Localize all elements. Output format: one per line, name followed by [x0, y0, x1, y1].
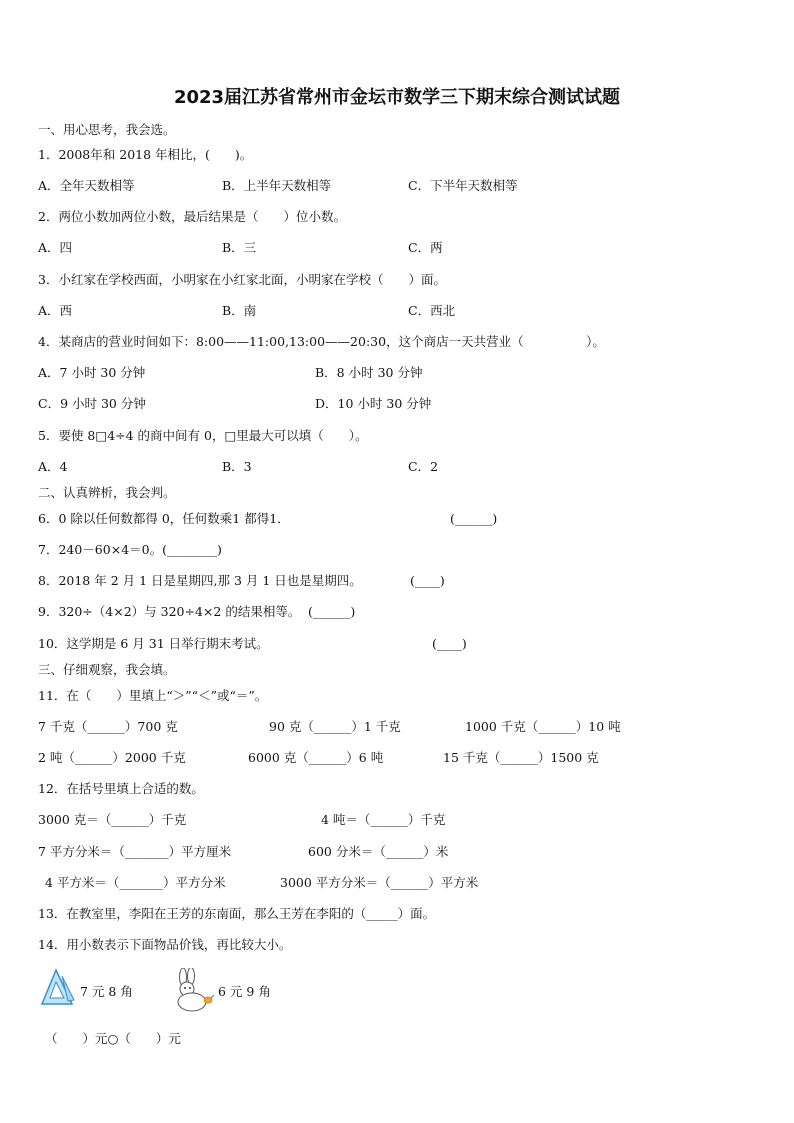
question-4-option-b: B．8 小时 30 分钟	[315, 365, 423, 380]
question-12-item: 7 平方分米＝（_______）平方厘米	[38, 844, 232, 859]
question-11-item: 90 克（______）1 千克	[269, 719, 401, 734]
question-4-option-a: A．7 小时 30 分钟	[38, 365, 146, 380]
question-3-option-b: B．南	[222, 303, 257, 318]
question-1-option-b: B．上半年天数相等	[222, 178, 332, 193]
question-5-option-a: A．4	[38, 459, 68, 474]
question-11-stem: 11．在（ ）里填上“＞”“＜”或“＝”。	[38, 688, 268, 703]
question-6-answer-blank[interactable]: (______)	[450, 511, 498, 526]
item-2-price: 6 元 9 角	[218, 984, 271, 999]
question-10-answer-blank[interactable]: (____)	[432, 636, 467, 651]
question-2-option-b: B．三	[222, 240, 257, 255]
question-8-answer-blank[interactable]: (____)	[410, 573, 445, 588]
question-14-answer[interactable]: （ ）元○（ ）元	[45, 1031, 181, 1046]
question-9-answer-blank[interactable]: (______)	[308, 604, 356, 619]
question-4-option-c: C．9 小时 30 分钟	[38, 396, 146, 411]
question-5-option-c: C．2	[408, 459, 439, 474]
question-11-item: 6000 克（______）6 吨	[248, 750, 384, 765]
question-5-option-b: B．3	[222, 459, 252, 474]
question-4-option-d: D．10 小时 30 分钟	[315, 396, 432, 411]
question-12-item: 3000 平方分米＝（______）平方米	[280, 875, 479, 890]
question-12-item: 600 分米＝（______）米	[308, 844, 449, 859]
question-1-stem: 1．2008年和 2018 年相比，( )。	[38, 147, 253, 162]
question-11-item: 7 千克（______）700 克	[38, 719, 178, 734]
question-3-stem: 3．小红家在学校西面，小明家在小红家北面，小明家在学校（ ）面。	[38, 272, 446, 287]
question-6-stem: 6．0 除以任何数都得 0，任何数乘1 都得1．	[38, 511, 290, 526]
page-title: 2023届江苏省常州市金坛市数学三下期末综合测试试题	[173, 87, 621, 108]
section-heading-3: 三、仔细观察，我会填。	[38, 662, 176, 677]
rabbit-toy-icon	[170, 968, 216, 1012]
question-14-stem: 14．用小数表示下面物品价钱，再比较大小。	[38, 937, 292, 952]
question-12-item: 4 平方米＝（_______）平方分米	[45, 875, 226, 890]
question-2-option-a: A．四	[38, 240, 73, 255]
question-2-stem: 2．两位小数加两位小数，最后结果是（ ）位小数。	[38, 209, 346, 224]
question-12-item: 3000 克＝（______）千克	[38, 812, 187, 827]
question-3-option-a: A．西	[38, 303, 73, 318]
question-8-stem: 8．2018 年 2 月 1 日是星期四,那 3 月 1 日也是星期四。	[38, 573, 362, 588]
question-1-option-c: C．下半年天数相等	[408, 178, 518, 193]
question-10-stem: 10．这学期是 6 月 31 日举行期末考试。	[38, 636, 269, 651]
question-11-item: 1000 千克（______）10 吨	[465, 719, 621, 734]
question-9-stem: 9．320÷（4×2）与 320÷4×2 的结果相等。	[38, 604, 301, 619]
question-12-stem: 12．在括号里填上合适的数。	[38, 781, 204, 796]
question-2-option-c: C．两	[408, 240, 443, 255]
question-3-option-c: C．西北	[408, 303, 456, 318]
question-11-item: 2 吨（______）2000 千克	[38, 750, 186, 765]
question-5-stem: 5．要使 8□4÷4 的商中间有 0，□里最大可以填（ ）。	[38, 428, 368, 443]
section-heading-1: 一、用心思考，我会选。	[38, 122, 176, 137]
question-13-stem: 13．在教室里，李阳在王芳的东南面，那么王芳在李阳的（_____）面。	[38, 906, 436, 921]
section-heading-2: 二、认真辨析，我会判。	[38, 485, 176, 500]
question-4-stem: 4．某商店的营业时间如下：8:00——11:00,13:00——20:30，这个商店一天共营业（ ）。	[38, 334, 605, 349]
item-1-price: 7 元 8 角	[80, 984, 133, 999]
triangle-ruler-icon	[38, 968, 76, 1008]
question-7-stem: 7．240－60×4＝0。(________)	[38, 542, 222, 557]
question-1-option-a: A．全年天数相等	[38, 178, 135, 193]
question-12-item: 4 吨＝（______）千克	[321, 812, 446, 827]
question-11-item: 15 千克（______）1500 克	[443, 750, 599, 765]
